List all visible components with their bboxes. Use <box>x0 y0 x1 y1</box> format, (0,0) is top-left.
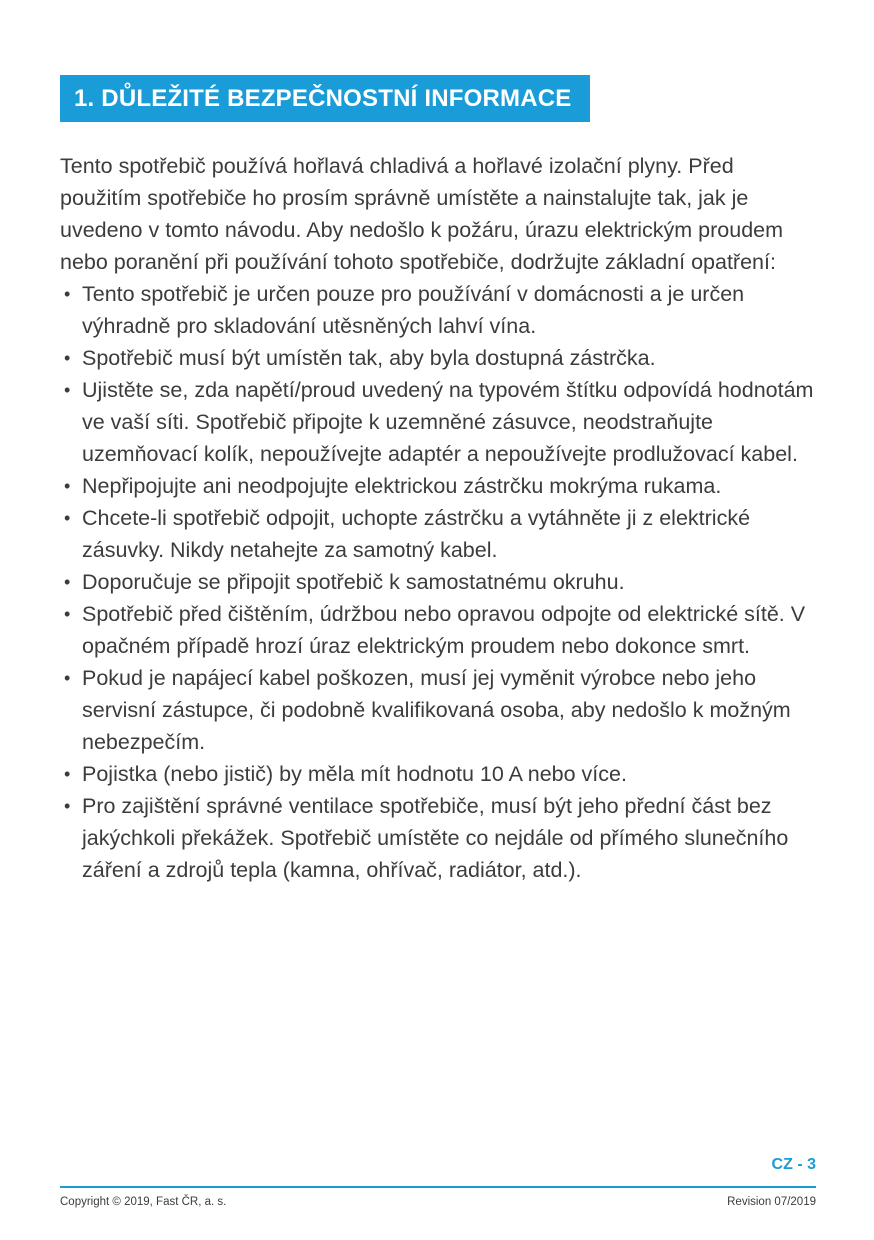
page-content <box>60 75 816 886</box>
safety-instruction: • Pro zajištění správné ventilace spotřebiče, musí být jeho přední část bez jakýchkoli překážek. Spotřebič umístěte co nejdále od přímého slunečního záření a zdrojů tepla (kamna, ohřívač, radiátor, atd.). <box>60 790 816 886</box>
safety-instruction: • Ujistěte se, zda napětí/proud uvedený na typovém štítku odpovídá hodnotám ve vaší síti. Spotřebič připojte k uzemněné zásuvce, neodstraňujte uzemňovací kolík, nepoužívejte adaptér a nepoužívejte prodlužovací kabel. <box>60 374 816 470</box>
revision-text: Revision 07/2019 <box>727 1196 816 1208</box>
page-footer <box>60 1156 816 1208</box>
footer-row <box>60 1196 816 1208</box>
safety-instruction: • Chcete-li spotřebič odpojit, uchopte zástrčku a vytáhněte ji z elektrické zásuvky. Nikdy netahejte za samotný kabel. <box>60 502 816 566</box>
safety-instruction: • Doporučuje se připojit spotřebič k samostatnému okruhu. <box>60 566 816 598</box>
safety-instruction: • Spotřebič před čištěním, údržbou nebo opravou odpojte od elektrické sítě. V opačném případě hrozí úraz elektrickým proudem nebo dokonce smrt. <box>60 598 816 662</box>
copyright-text: Copyright © 2019, Fast ČR, a. s. <box>60 1196 227 1208</box>
section-header: 1. DŮLEŽITÉ BEZPEČNOSTNÍ INFORMACE <box>60 75 590 122</box>
safety-instruction: • Pojistka (nebo jistič) by měla mít hodnotu 10 A nebo více. <box>60 758 816 790</box>
safety-instruction: • Nepřipojujte ani neodpojujte elektrickou zástrčku mokrýma rukama. <box>60 470 816 502</box>
safety-instruction: • Spotřebič musí být umístěn tak, aby byla dostupná zástrčka. <box>60 342 816 374</box>
safety-instruction: • Pokud je napájecí kabel poškozen, musí jej vyměnit výrobce nebo jeho servisní zástupce, či podobně kvalifikovaná osoba, aby nedošlo k možným nebezpečím. <box>60 662 816 758</box>
intro-paragraph: Tento spotřebič používá hořlavá chladivá a hořlavé izolační plyny. Před použitím spotřebiče ho prosím správně umístěte a nainstalujte tak, jak je uvedeno v tomto návodu. Aby nedošlo k požáru, úrazu elektrickým proudem nebo poranění při používání tohoto spotřebiče, dodržujte základní opatření: <box>60 154 784 274</box>
safety-instruction: • Tento spotřebič je určen pouze pro používání v domácnosti a je určen výhradně pro skladování utěsněných lahví vína. <box>60 278 816 342</box>
footer-divider <box>60 1186 816 1188</box>
page-number: CZ - 3 <box>771 1156 816 1173</box>
safety-bullet-list <box>60 278 816 886</box>
